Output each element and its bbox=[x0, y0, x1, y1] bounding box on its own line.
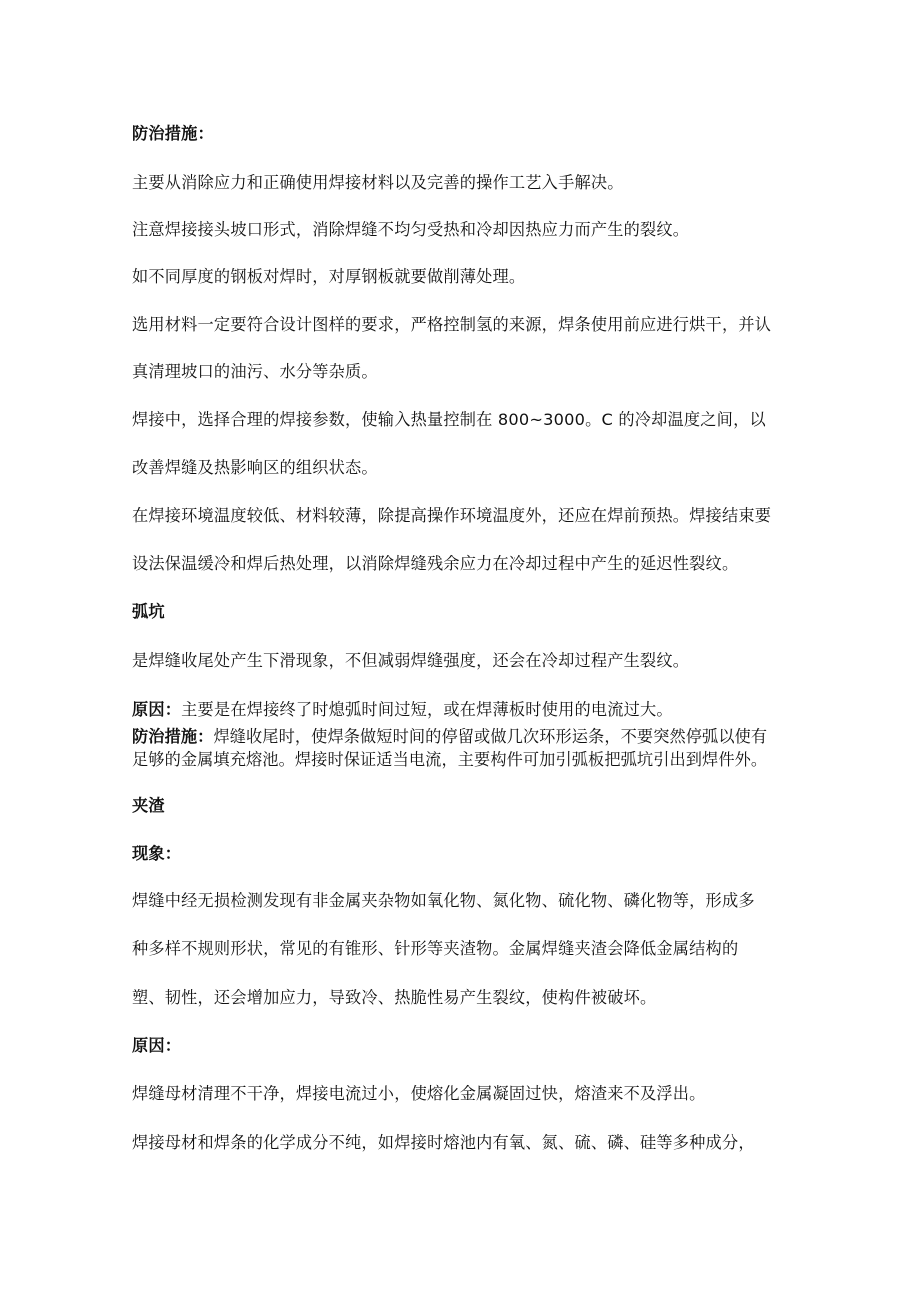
measures-text: 焊缝收尾时，使焊条做短时间的停留或做几次环形运条，不要突然停弧以使有 bbox=[213, 727, 768, 746]
section-heading-crater: 弧坑 bbox=[132, 602, 165, 621]
cause-label: 原因： bbox=[132, 700, 182, 719]
slag-cause-label: 原因： bbox=[132, 1036, 182, 1055]
cause-text: 主要是在焊接终了时熄弧时间过短，或在焊薄板时使用的电流过大。 bbox=[181, 700, 673, 719]
paragraph-line: 主要从消除应力和正确使用焊接材料以及完善的操作工艺入手解决。 bbox=[132, 173, 624, 192]
paragraph-line: 改善焊缝及热影响区的组织状态。 bbox=[132, 458, 378, 477]
paragraph-line: 塑、韧性，还会增加应力，导致冷、热脆性易产生裂纹，使构件被破坏。 bbox=[132, 988, 657, 1007]
paragraph-line: 焊缝中经无损检测发现有非金属夹杂物如氧化物、氮化物、硫化物、磷化物等，形成多 bbox=[132, 891, 755, 910]
paragraph-line: 选用材料一定要符合设计图样的要求，严格控制氢的来源，焊条使用前应进行烘干，并认 bbox=[132, 315, 772, 334]
crater-cause bbox=[132, 699, 673, 721]
paragraph-line: 如不同厚度的钢板对焊时，对厚钢板就要做削薄处理。 bbox=[132, 267, 526, 286]
paragraph-line: 种多样不规则形状，常见的有锥形、针形等夹渣物。金属焊缝夹渣会降低金属结构的 bbox=[132, 939, 739, 958]
paragraph-line: 设法保温缓冷和焊后热处理，以消除焊缝残余应力在冷却过程中产生的延迟性裂纹。 bbox=[132, 554, 739, 573]
measures-label: 防治措施： bbox=[132, 727, 214, 746]
section-heading-slag: 夹渣 bbox=[132, 796, 165, 815]
crater-description: 是焊缝收尾处产生下滑现象，不但减弱焊缝强度，还会在冷却过程产生裂纹。 bbox=[132, 651, 690, 670]
crater-measures-line-1 bbox=[132, 726, 767, 748]
crater-measures-line-2: 足够的金属填充熔池。焊接时保证适当电流，主要构件可加引弧板把弧坑引出到焊件外。 bbox=[132, 750, 768, 769]
paragraph-line: 在焊接环境温度较低、材料较薄，除提高操作环境温度外，还应在焊前预热。焊接结束要 bbox=[132, 506, 772, 525]
paragraph-line: 真清理坡口的油污、水分等杂质。 bbox=[132, 362, 378, 381]
paragraph-line: 焊接中，选择合理的焊接参数，使输入热量控制在 800~3000。C 的冷却温度之间，以 bbox=[132, 410, 766, 429]
phenomenon-label: 现象： bbox=[132, 844, 182, 863]
paragraph-line: 注意焊接接头坡口形式，消除焊缝不均匀受热和冷却因热应力而产生的裂纹。 bbox=[132, 220, 690, 239]
paragraph-line: 焊接母材和焊条的化学成分不纯，如焊接时熔池内有氧、氮、硫、磷、硅等多种成分， bbox=[132, 1133, 755, 1152]
section-heading-prevention: 防治措施： bbox=[132, 124, 214, 143]
paragraph-line: 焊缝母材清理不干净，焊接电流过小，使熔化金属凝固过快，熔渣来不及浮出。 bbox=[132, 1084, 706, 1103]
